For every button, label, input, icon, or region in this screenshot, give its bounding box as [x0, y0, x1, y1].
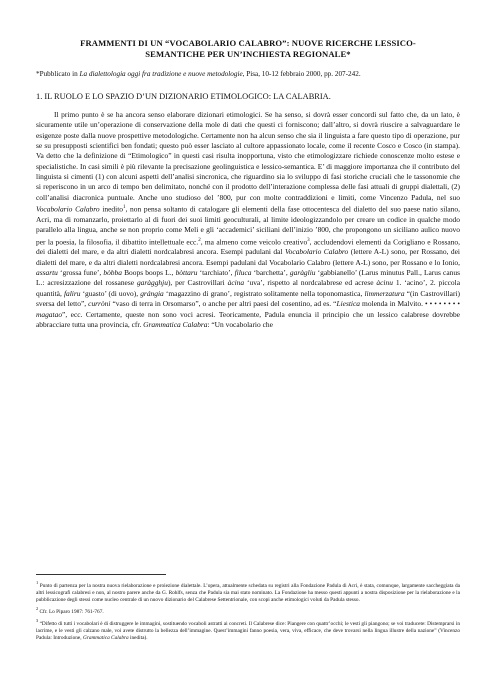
footnote-ref-3[interactable]: 3 — [307, 237, 310, 243]
body-text: ‘uva’, rispetto al nordcalabrese ed acrese — [244, 278, 377, 288]
footnote-2 — [36, 605, 460, 616]
footnote-ref-1[interactable]: 1 — [122, 205, 126, 211]
body-text: ‘barchetta’, — [251, 268, 290, 278]
footnote-number: 2 — [36, 606, 39, 612]
title-line-2: SEMANTICHE PER UN’INCHIESTA REGIONALE* — [145, 49, 351, 59]
publication-note-prefix: *Pubblicato in — [36, 70, 80, 78]
footnote-1 — [36, 579, 460, 604]
body-text: ”, ecc. Certamente, queste non sono voci acresi. Teoricamente, Padula enuncia il principio che un lessico calabrese dovrebbe abbracciare tutta una provincia, cfr. — [36, 309, 460, 329]
footnote-ref-2[interactable]: 2 — [198, 237, 201, 243]
italic-term: garàgghju — [136, 278, 168, 288]
footnote-text: Punto di partenza per la nostra nuova rielaborazione e proiezione dialettale. L’opera, attualmente schedata su registri alla Fondazione Padula di Acri, è stata, comunque, largamente saccheggiata da altri lessicografi calabresi e non, al nostro parere anche da G. Rohlfs, senza che Padula sia mai stato nominato. La Fondazione ha messo questi appunti a nostra disposizione per la rielaborazione e la pubblicazione degli stessi come nucleo centrale di un nuovo dizionario del Calabrese Settentrionale, con scopi anche etimologici voluti da Padula stesso. — [36, 582, 460, 603]
body-text: Boops boops L., — [121, 268, 176, 278]
body-text: ‘guasto’ (di uovo), — [80, 288, 141, 298]
italic-term: curròni — [88, 299, 111, 309]
body-text: ‘tarchiato’, — [197, 268, 235, 278]
section-heading: 1. IL RUOLO E LO SPAZIO D’UN DIZIONARIO ETIMOLOGICO: LA CALABRIA. — [36, 92, 331, 101]
footnote-divider — [36, 574, 166, 575]
body-text: ‘grossa fune’, — [57, 268, 104, 278]
italic-term: faliru — [63, 288, 81, 298]
italic-term: Vocabolario Calabro — [36, 204, 100, 214]
italic-term: filuca — [234, 268, 252, 278]
footnote-3 — [36, 617, 460, 642]
body-text: : “Un vocabolario che — [207, 319, 273, 329]
publication-work-title: La dialettologia oggi fra tradizione e nuove metodologie — [79, 70, 243, 78]
italic-term: bòttaru — [175, 268, 198, 278]
publication-note-suffix: , Pisa, 10-12 febbraio 2000, pp. 207-242. — [242, 70, 361, 78]
body-text: , accludendovi elementi da Corigliano e Rossano, dei dialetti del mare, e da altri dialetti nordcalabresi ancora. Esempi padulani dal — [36, 237, 460, 257]
body-text: , non pensa soltanto di catalogare gli elementi della fase ottocentesca del dialetto del suo paese natio silano, Acri, ma di romanzarlo, proiettarlo al di fuori dei suoi limiti geoculturali, al limite ideologizzandolo per creare un codice in qualche modo parallelo alla lingua, anche se non proprio come Meli e gli ‘accademici’ siciliani dell’inizio ’800, che propongono un siciliano aulico nuovo per la poesia, la filosofia, il dibattito intellettuale ecc. — [36, 204, 460, 247]
italic-term: Vocabolario Calabro — [284, 247, 349, 257]
italic-term: àcinu — [376, 278, 393, 288]
italic-term: Grammatica Calabra — [143, 319, 208, 329]
body-text: Il primo punto è se ha ancora senso elaborare dizionari etimologici. Se ha senso, si dovrà esser concordi sul fatto che, da un lato, è sicuramente utile un’operazione di conservazione della mole di dati che questi ci forniscono; dall’altro, si dovrà riuscire a salvaguardare le esigenze poste dalla nuove prospettive metodologiche. Certamente non ha alcun senso che sia il linguista a fare questo tipo di operazione, pur se su presupposti scientifici ben fondati; questo può esser lasciato al cultore appassionato locale, come il recente Cosco e Cosco (in stampa). Va detto che la definizione di “Etimologico” in questi casi risulta inopportuna, visto che etimologizzare richiede conoscenze molto estese e specialistiche. In casi simili è più rilevante la precisazione geolinguistica e lessico-semantica. E’ di maggiore importanza che il contributo del linguista si cimenti (1) con alcuni aspetti dell’analisi sincronica, che riguardino sia lo sviluppo di fasi storiche cruciali che le tassonomie che si reperiscono in un arco di tempo ben delimitato, nonché con il prodotto dell’interazione complessa delle fasi attuali di gruppi dialettali, (2) coll’analisi diacronica puntuale. Anche uno studioso del ’800, pur con molte contraddizioni e limiti, come Vincenzo Padula, nel suo — [36, 110, 460, 202]
italic-term: Liestica — [336, 299, 361, 309]
italic-term: assartu — [36, 268, 58, 278]
italic-term: garàgliu — [289, 268, 316, 278]
footnote-text: “Difetto di tutti i vocabolari è di distruggere le immagini, sostituendo vocaboli astratti ai concreti. Il Calabrese dice: Piangere con quattr’occhi; le vesti gli piangono; se voi traducete: Distemprarsi in lacrime, e le vesti gli calzano male, voi avete distrutto la bellezza dell’immagine. Quest’immagini fanno poesia, vera, viva, efficace, che deve trovarsi nella lingua illustre della nazione” (Vincenzo Padula: Introduzione, — [36, 620, 460, 641]
body-text: ‘magazzino di grano’, registrato solitamente nella toponomastica, — [163, 288, 365, 298]
body-text: ), per Castrovillari — [167, 278, 228, 288]
publication-note — [36, 69, 460, 79]
footnotes — [36, 579, 460, 642]
footnote-text: inedita). — [128, 634, 148, 641]
body-text: “(in Castrovillari) sversa del letto”, — [36, 288, 460, 309]
footnote-work-title: Grammatica Calabra — [82, 634, 129, 641]
italic-term: limmerzatura — [364, 288, 405, 298]
footnote-number: 1 — [36, 580, 39, 585]
body-text: inedito — [99, 204, 123, 214]
italic-term: grángia — [140, 288, 164, 298]
body-text: “vaso di terra in Orsomarso”, o anche per altri paesi del cosentino, ad es. “ — [110, 299, 337, 309]
body-text: (lettere A-L) sono, per Rossano, dei dialetti del mare, e da altri dialetti nordcalabresi ancora. Esempi padulani dal Vocabolario Calabro (lettere A-L) sono, per Rossano e lo Ionio, — [36, 247, 460, 267]
body-text: ‘gabbianello’ (Larus minutus Pall., Larus canus L.: acresizzazione del rossanese — [36, 268, 460, 288]
body-text: molenda in Malvito. • • • • • • • • — [360, 299, 460, 309]
italic-term: àcina — [227, 278, 245, 288]
paper-title — [36, 38, 460, 60]
body-paragraph — [36, 110, 460, 554]
italic-term: magatao — [36, 309, 63, 319]
footnote-number: 3 — [36, 617, 39, 623]
body-text: , ma almeno come veicolo creativo — [200, 237, 308, 247]
body-text: 1. ‘acino’, 2. piccola quantità, — [36, 278, 460, 298]
footnote-text: Cfr. Lo Piparo 1987: 761-767. — [38, 608, 104, 615]
title-line-1: FRAMMENTI DI UN “VOCABOLARIO CALABRO”: NUOVE RICERCHE LESSICO- — [80, 38, 416, 48]
italic-term: bòbba — [103, 268, 122, 278]
